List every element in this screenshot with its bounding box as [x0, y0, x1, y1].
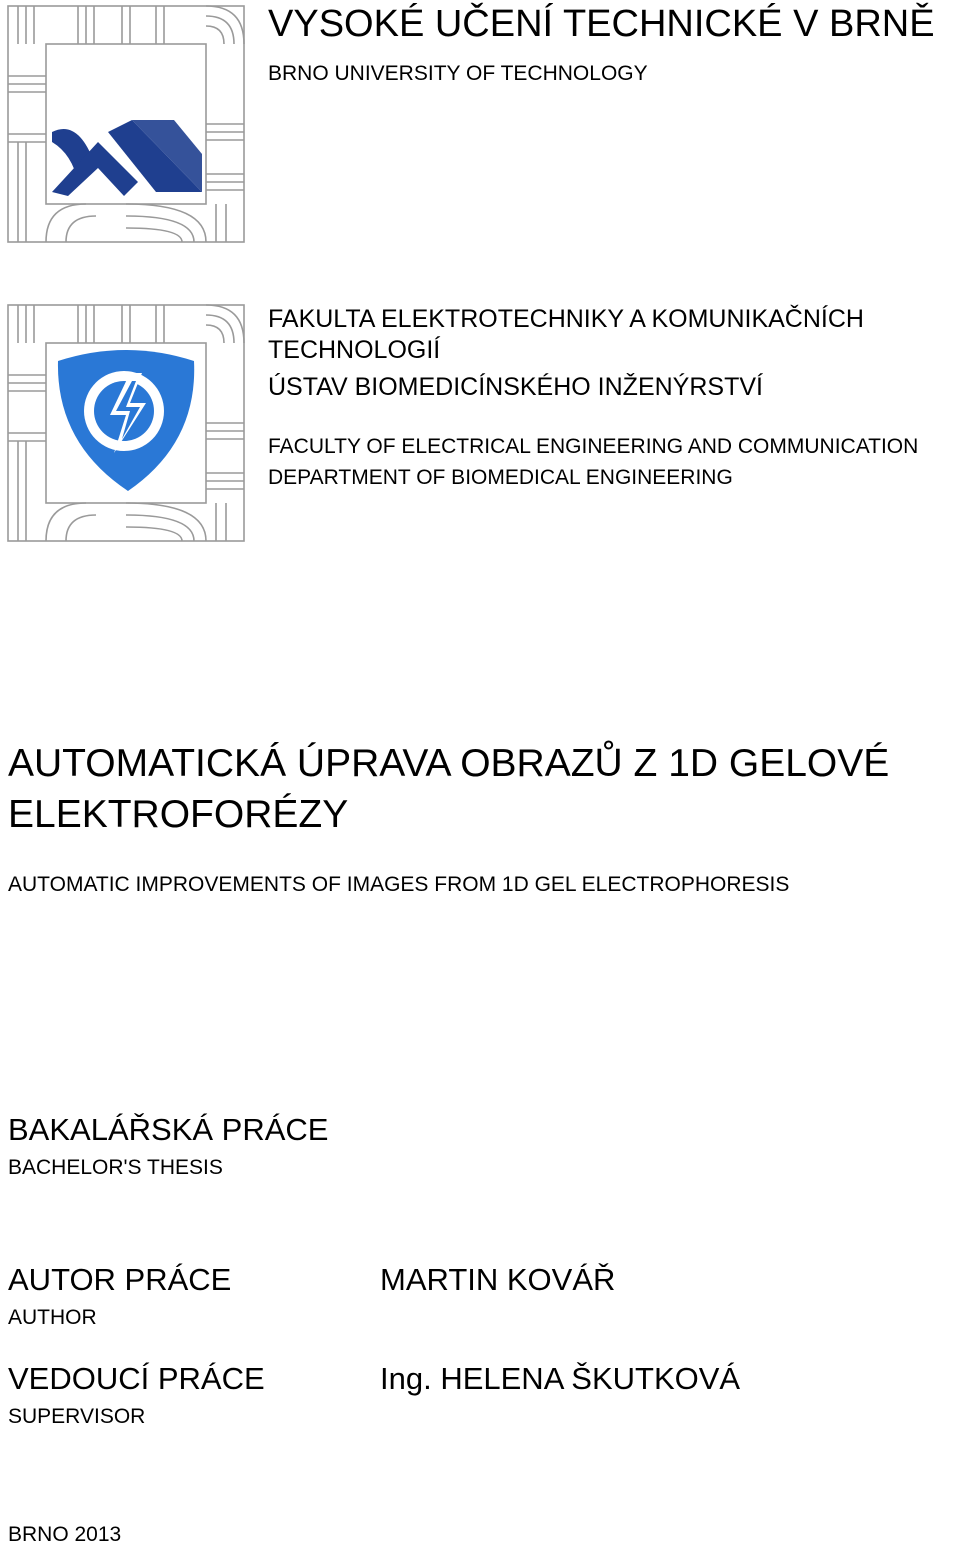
- department-name-cz: ÚSTAV BIOMEDICÍNSKÉHO INŽENÝRSTVÍ: [268, 373, 763, 401]
- university-logo-icon: [6, 4, 246, 244]
- faculty-logo-icon: [6, 303, 246, 543]
- university-name-en: BRNO UNIVERSITY OF TECHNOLOGY: [268, 62, 648, 85]
- faculty-name-cz: FAKULTA ELEKTROTECHNIKY A KOMUNIKAČNÍCH TECHNOLOGIÍ: [268, 305, 864, 364]
- thesis-title-cz: AUTOMATICKÁ ÚPRAVA OBRAZŮ Z 1D GELOVÉ ELEKTROFORÉZY: [8, 742, 890, 836]
- author-label-cz: AUTOR PRÁCE: [8, 1262, 232, 1297]
- thesis-type-en: BACHELOR'S THESIS: [8, 1156, 223, 1179]
- place-year: BRNO 2013: [8, 1523, 122, 1546]
- university-name-cz: VYSOKÉ UČENÍ TECHNICKÉ V BRNĚ: [268, 3, 935, 45]
- thesis-title-en: AUTOMATIC IMPROVEMENTS OF IMAGES FROM 1D GEL ELECTROPHORESIS: [8, 873, 790, 896]
- supervisor-name: Ing. HELENA ŠKUTKOVÁ: [380, 1361, 741, 1396]
- author-label-en: AUTHOR: [8, 1306, 97, 1329]
- author-name: MARTIN KOVÁŘ: [380, 1262, 616, 1297]
- supervisor-label-cz: VEDOUCÍ PRÁCE: [8, 1361, 265, 1396]
- faculty-name-en: FACULTY OF ELECTRICAL ENGINEERING AND COMMUNICATION: [268, 435, 919, 458]
- department-name-en: DEPARTMENT OF BIOMEDICAL ENGINEERING: [268, 466, 733, 489]
- supervisor-label-en: SUPERVISOR: [8, 1405, 146, 1428]
- thesis-type-cz: BAKALÁŘSKÁ PRÁCE: [8, 1112, 329, 1147]
